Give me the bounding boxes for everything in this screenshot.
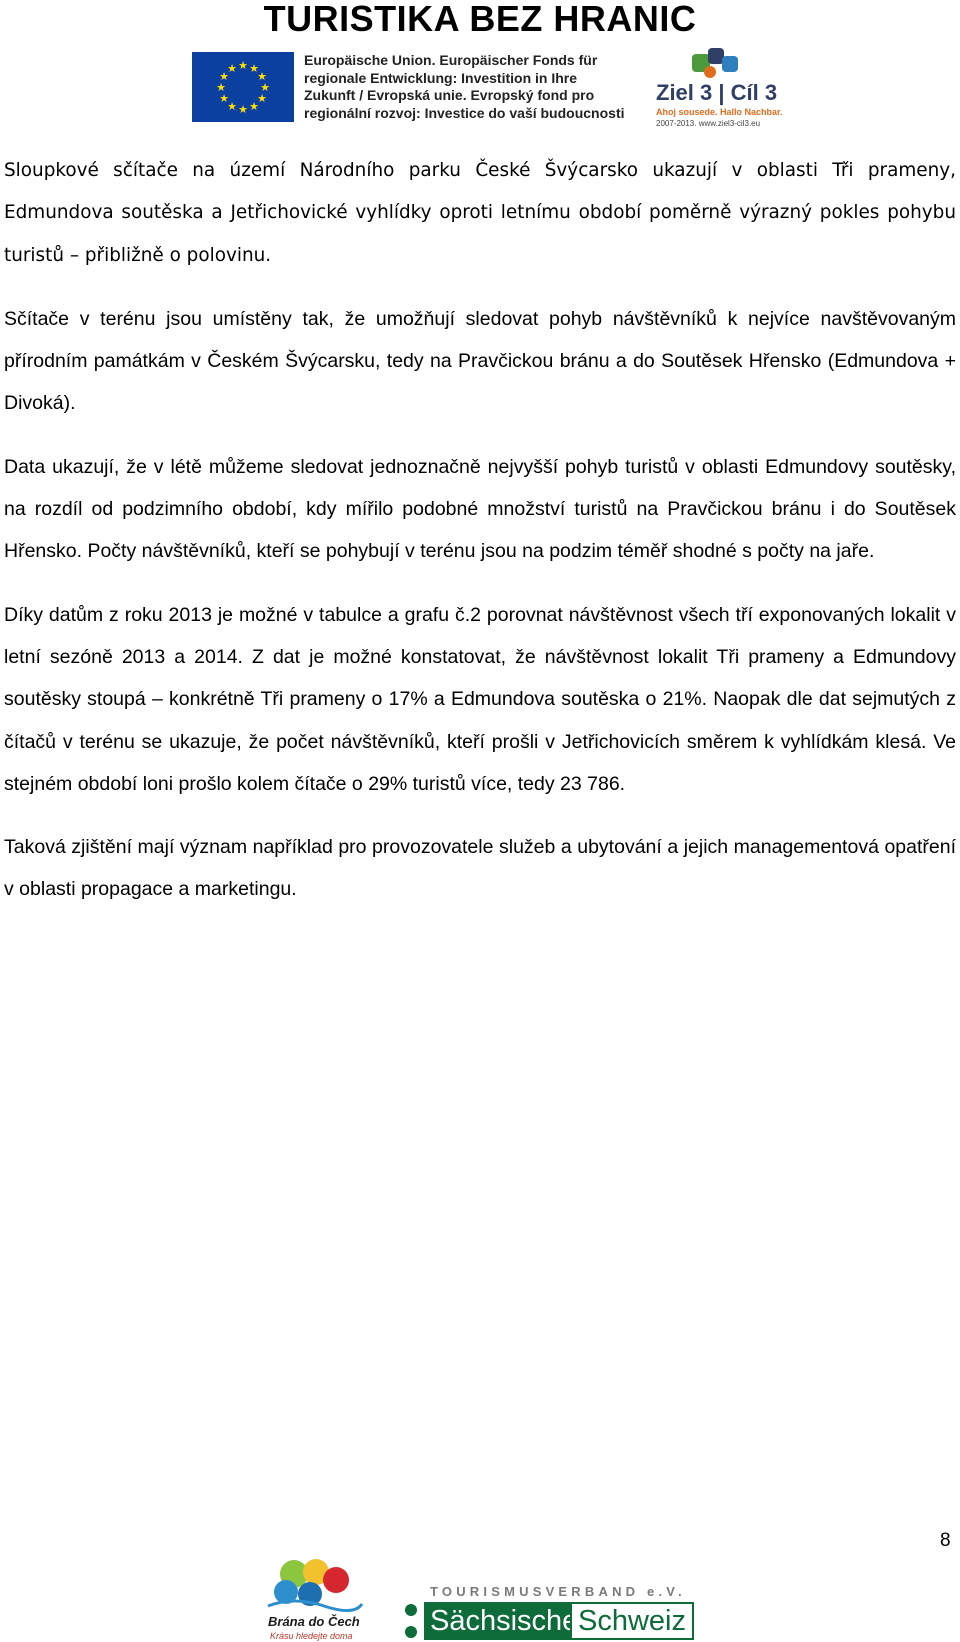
ziel3-tagline: Ahoj sousede. Hallo Nachbar. xyxy=(656,107,783,117)
green-dots-icon xyxy=(404,1602,418,1642)
svg-text:★: ★ xyxy=(257,92,267,105)
svg-text:★: ★ xyxy=(260,81,270,94)
page-header xyxy=(0,0,960,130)
svg-text:★: ★ xyxy=(219,92,229,105)
saechsische-schweiz-logo xyxy=(404,1584,704,1642)
paragraph: Sloupkové sčítače na území Národního parku České Švýcarsko ukazují v oblasti Tři prameny, Edmundova soutěska a Jetřichovické vyhlídky oproti letnímu období poměrně výrazný pokles pohybu turistů – přibližně o polovinu. xyxy=(4,160,956,266)
eu-stars-icon xyxy=(192,52,294,122)
eu-text-line: Europäische Union. Europäischer Fonds für xyxy=(304,52,598,68)
eu-text-line: Zukunft / Evropská unie. Evropský fond pro xyxy=(304,87,595,103)
svg-text:★: ★ xyxy=(238,59,248,72)
svg-text:★: ★ xyxy=(238,103,248,116)
page-number: 8 xyxy=(940,1530,951,1551)
puzzle-icon xyxy=(648,46,788,82)
schweiz-word: Schweiz xyxy=(570,1602,694,1640)
eu-text-line: regionální rozvoj: Investice do vaší budoucnosti xyxy=(304,104,625,121)
brana-emblem-icon xyxy=(264,1556,364,1614)
svg-text:★: ★ xyxy=(219,70,229,83)
svg-text:★: ★ xyxy=(249,100,259,113)
eu-flag-icon xyxy=(192,52,294,122)
paragraph: Data ukazují, že v létě můžeme sledovat jednoznačně nejvyšší pohyb turistů v oblasti Edmundovy soutěsky, na rozdíl od podzimního období, kdy mířilo podobné množství turistů na Pravčickou bránu i do Soutěsek Hřensko. Počty návštěvníků, kteří se pohybují v terénu jsou na podzim téměř shodné s počty na jaře. xyxy=(4,455,956,563)
tourismusverband-label: TOURISMUSVERBAND e.V. xyxy=(430,1584,686,1599)
svg-text:★: ★ xyxy=(257,70,267,83)
svg-text:★: ★ xyxy=(227,62,237,75)
brana-tagline: Krásu hledejte doma xyxy=(270,1631,353,1641)
eu-funding-text xyxy=(304,52,644,122)
paragraph: Díky datům z roku 2013 je možné v tabulce a grafu č.2 porovnat návštěvnost všech tří exponovaných lokalit v letní sezóně 2013 a 2014. Z dat je možné konstatovat, že návštěvnost lokalit Tři prameny a Edmundovy soutěsky stoupá – konkrétně Tři prameny o 17% a Edmundova soutěska o 21%. Naopak dle dat sejmutých z čítačů v terénu se ukazuje, že počet návštěvníků, kteří prošli v Jetřichovicích směrem k vyhlídkám klesá. Ve stejném období loni prošlo kolem čítače o 29% turistů více, tedy 23 786. xyxy=(4,603,956,795)
page-footer xyxy=(0,1550,960,1642)
ziel3-web: 2007-2013. www.ziel3-cil3.eu xyxy=(656,119,761,128)
svg-text:★: ★ xyxy=(227,100,237,113)
document-body xyxy=(4,150,956,932)
saechsische-word: Sächsische xyxy=(424,1602,570,1640)
brana-name: Brána do Čech xyxy=(268,1614,360,1629)
svg-text:★: ★ xyxy=(249,62,259,75)
brana-do-cech-logo xyxy=(264,1556,380,1642)
page-title: TURISTIKA BEZ HRANIC xyxy=(263,0,697,39)
eu-text-line: regionale Entwicklung: Investition in Ihre xyxy=(304,69,578,86)
paragraph: Taková zjištění mají význam například pro provozovatele služeb a ubytování a jejich managementová opatření v oblasti propagace a marketingu. xyxy=(4,836,956,901)
ziel3-logo xyxy=(648,46,788,130)
svg-text:★: ★ xyxy=(216,81,226,94)
ziel3-name: Ziel 3 | Cíl 3 xyxy=(656,80,778,105)
paragraph: Sčítače v terénu jsou umístěny tak, že umožňují sledovat pohyb návštěvníků k nejvíce navštěvovaným přírodním památkám v Českém Švýcarsku, tedy na Pravčickou bránu a do Soutěsek Hřensko (Edmundova + Divoká). xyxy=(4,307,956,415)
